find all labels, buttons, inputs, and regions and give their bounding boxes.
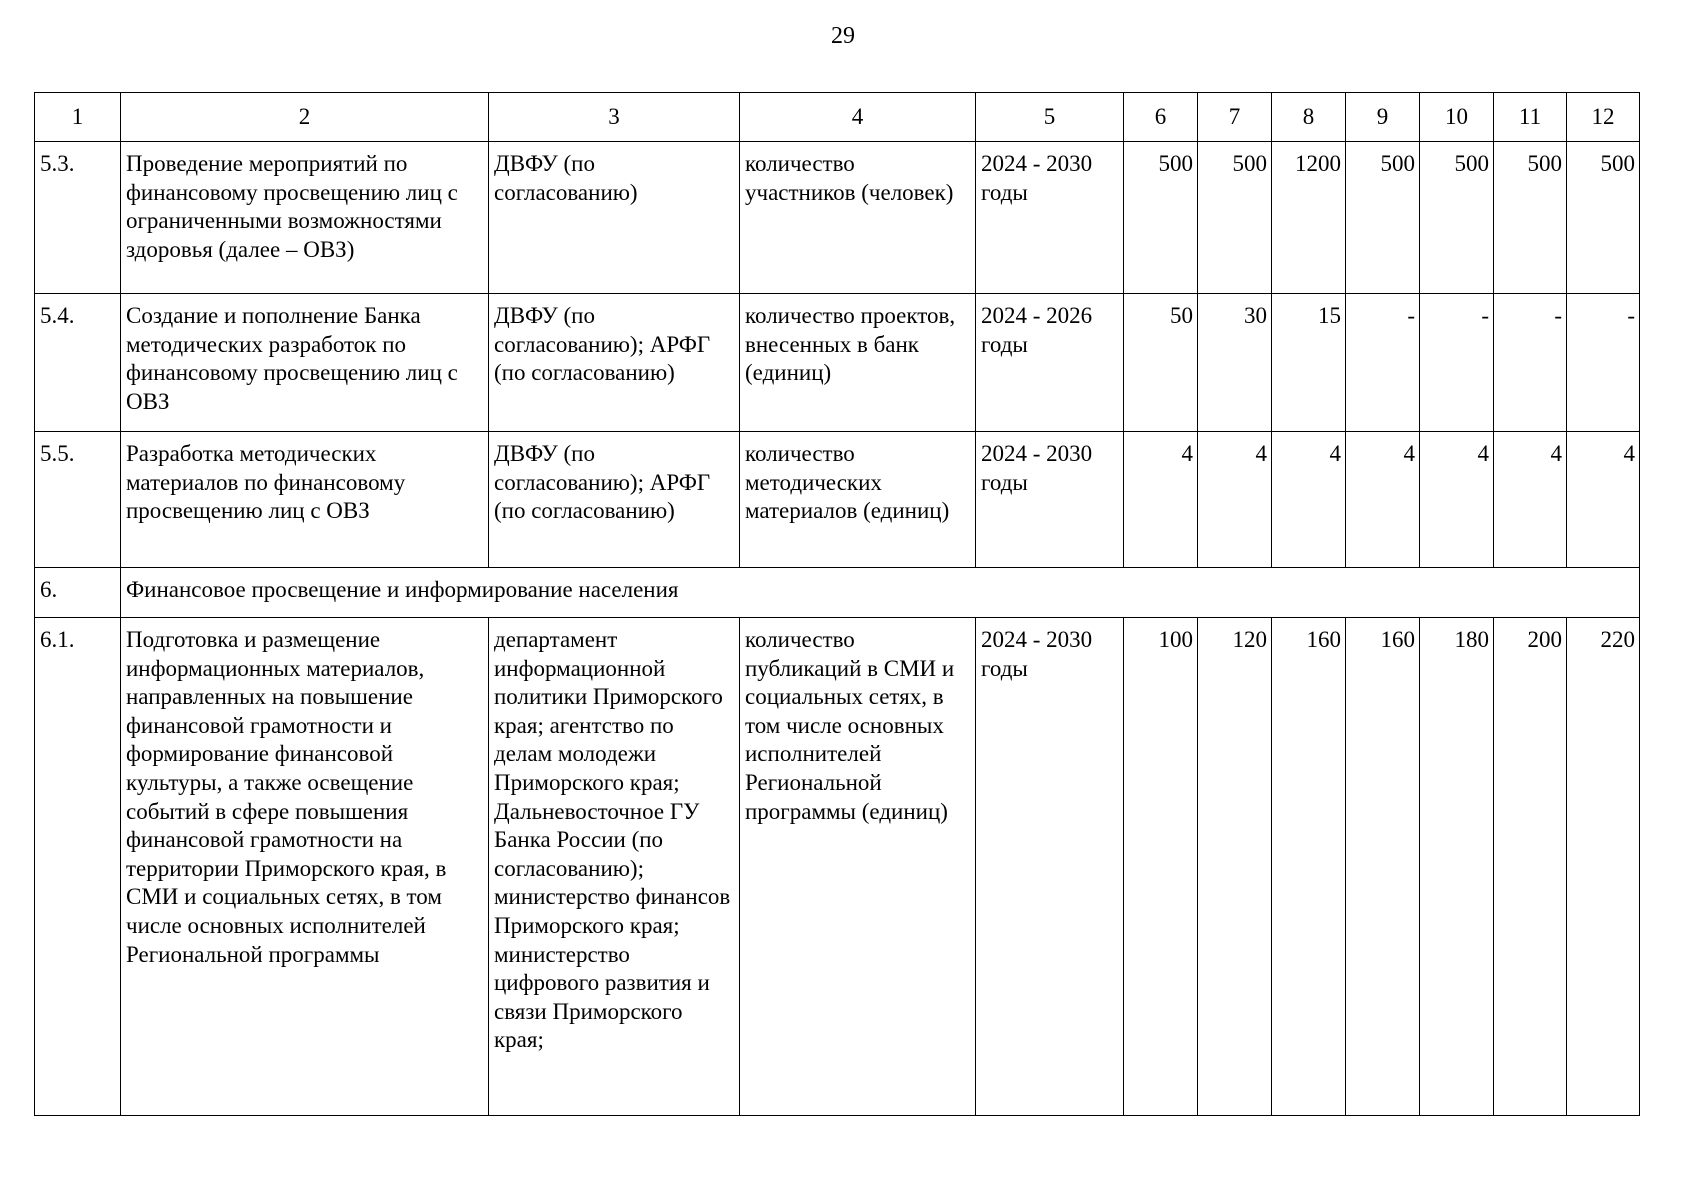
section-number: 6.: [35, 568, 121, 618]
column-number: 5: [976, 93, 1124, 142]
value-cell: 15: [1272, 294, 1346, 432]
row-number: 6.1.: [35, 618, 121, 1116]
row-number: 5.4.: [35, 294, 121, 432]
value-cell: 500: [1567, 142, 1640, 294]
value-cell: 50: [1124, 294, 1198, 432]
activity-cell: Создание и пополнение Банка методических разработок по финансовому просвещению лиц с ОВЗ: [121, 294, 489, 432]
value-cell: 500: [1420, 142, 1494, 294]
column-number: 8: [1272, 93, 1346, 142]
value-cell: 4: [1420, 432, 1494, 568]
value-cell: 500: [1124, 142, 1198, 294]
value-cell: 500: [1346, 142, 1420, 294]
executor-cell: ДВФУ (по согласованию); АРФГ (по согласованию): [489, 432, 740, 568]
column-number: 1: [35, 93, 121, 142]
table-row: [35, 294, 1640, 432]
period-cell: 2024 - 2030 годы: [976, 618, 1124, 1116]
value-cell: -: [1494, 294, 1567, 432]
activity-cell: Проведение мероприятий по финансовому просвещению лиц с ограниченными возможностями здоровья (далее – ОВЗ): [121, 142, 489, 294]
activity-cell: Разработка методических материалов по финансовому просвещению лиц с ОВЗ: [121, 432, 489, 568]
value-cell: 4: [1494, 432, 1567, 568]
value-cell: -: [1346, 294, 1420, 432]
value-cell: 220: [1567, 618, 1640, 1116]
section-row: [35, 568, 1640, 618]
value-cell: 120: [1198, 618, 1272, 1116]
table-row: [35, 142, 1640, 294]
column-number: 9: [1346, 93, 1420, 142]
value-cell: 4: [1272, 432, 1346, 568]
executor-cell: ДВФУ (по согласованию): [489, 142, 740, 294]
value-cell: 4: [1198, 432, 1272, 568]
value-cell: 30: [1198, 294, 1272, 432]
column-number: 7: [1198, 93, 1272, 142]
value-cell: 4: [1346, 432, 1420, 568]
column-number: 10: [1420, 93, 1494, 142]
indicator-cell: количество проектов, внесенных в банк (единиц): [740, 294, 976, 432]
period-cell: 2024 - 2026 годы: [976, 294, 1124, 432]
value-cell: 160: [1346, 618, 1420, 1116]
column-number: 6: [1124, 93, 1198, 142]
period-cell: 2024 - 2030 годы: [976, 142, 1124, 294]
indicator-cell: количество методических материалов (единиц): [740, 432, 976, 568]
value-cell: 160: [1272, 618, 1346, 1116]
row-number: 5.3.: [35, 142, 121, 294]
executor-cell: департамент информационной политики Приморского края; агентство по делам молодежи Приморского края; Дальневосточное ГУ Банка России (по согласованию); министерство финансов Приморского края; министерство цифрового развития и связи Приморского края;: [489, 618, 740, 1116]
value-cell: 500: [1494, 142, 1567, 294]
value-cell: -: [1567, 294, 1640, 432]
column-number: 2: [121, 93, 489, 142]
table-row: [35, 432, 1640, 568]
column-number: 12: [1567, 93, 1640, 142]
column-number: 11: [1494, 93, 1567, 142]
section-title: Финансовое просвещение и информирование населения: [121, 568, 1640, 618]
column-number: 3: [489, 93, 740, 142]
value-cell: 200: [1494, 618, 1567, 1116]
column-number-row: [35, 93, 1640, 142]
executor-cell: ДВФУ (по согласованию); АРФГ (по согласованию): [489, 294, 740, 432]
table-row: [35, 618, 1640, 1116]
page-number: 29: [831, 23, 855, 49]
indicator-cell: количество участников (человек): [740, 142, 976, 294]
value-cell: 500: [1198, 142, 1272, 294]
activities-table: [34, 92, 1640, 1116]
period-cell: 2024 - 2030 годы: [976, 432, 1124, 568]
value-cell: 1200: [1272, 142, 1346, 294]
activity-cell: Подготовка и размещение информационных материалов, направленных на повышение финансовой грамотности и формирование финансовой культуры, а также освещение событий в сфере повышения финансовой грамотности на территории Приморского края, в СМИ и социальных сетях, в том числе основных исполнителей Региональной программы: [121, 618, 489, 1116]
value-cell: 100: [1124, 618, 1198, 1116]
value-cell: -: [1420, 294, 1494, 432]
value-cell: 4: [1124, 432, 1198, 568]
column-number: 4: [740, 93, 976, 142]
value-cell: 4: [1567, 432, 1640, 568]
row-number: 5.5.: [35, 432, 121, 568]
value-cell: 180: [1420, 618, 1494, 1116]
indicator-cell: количество публикаций в СМИ и социальных сетях, в том числе основных исполнителей Региональной программы (единиц): [740, 618, 976, 1116]
